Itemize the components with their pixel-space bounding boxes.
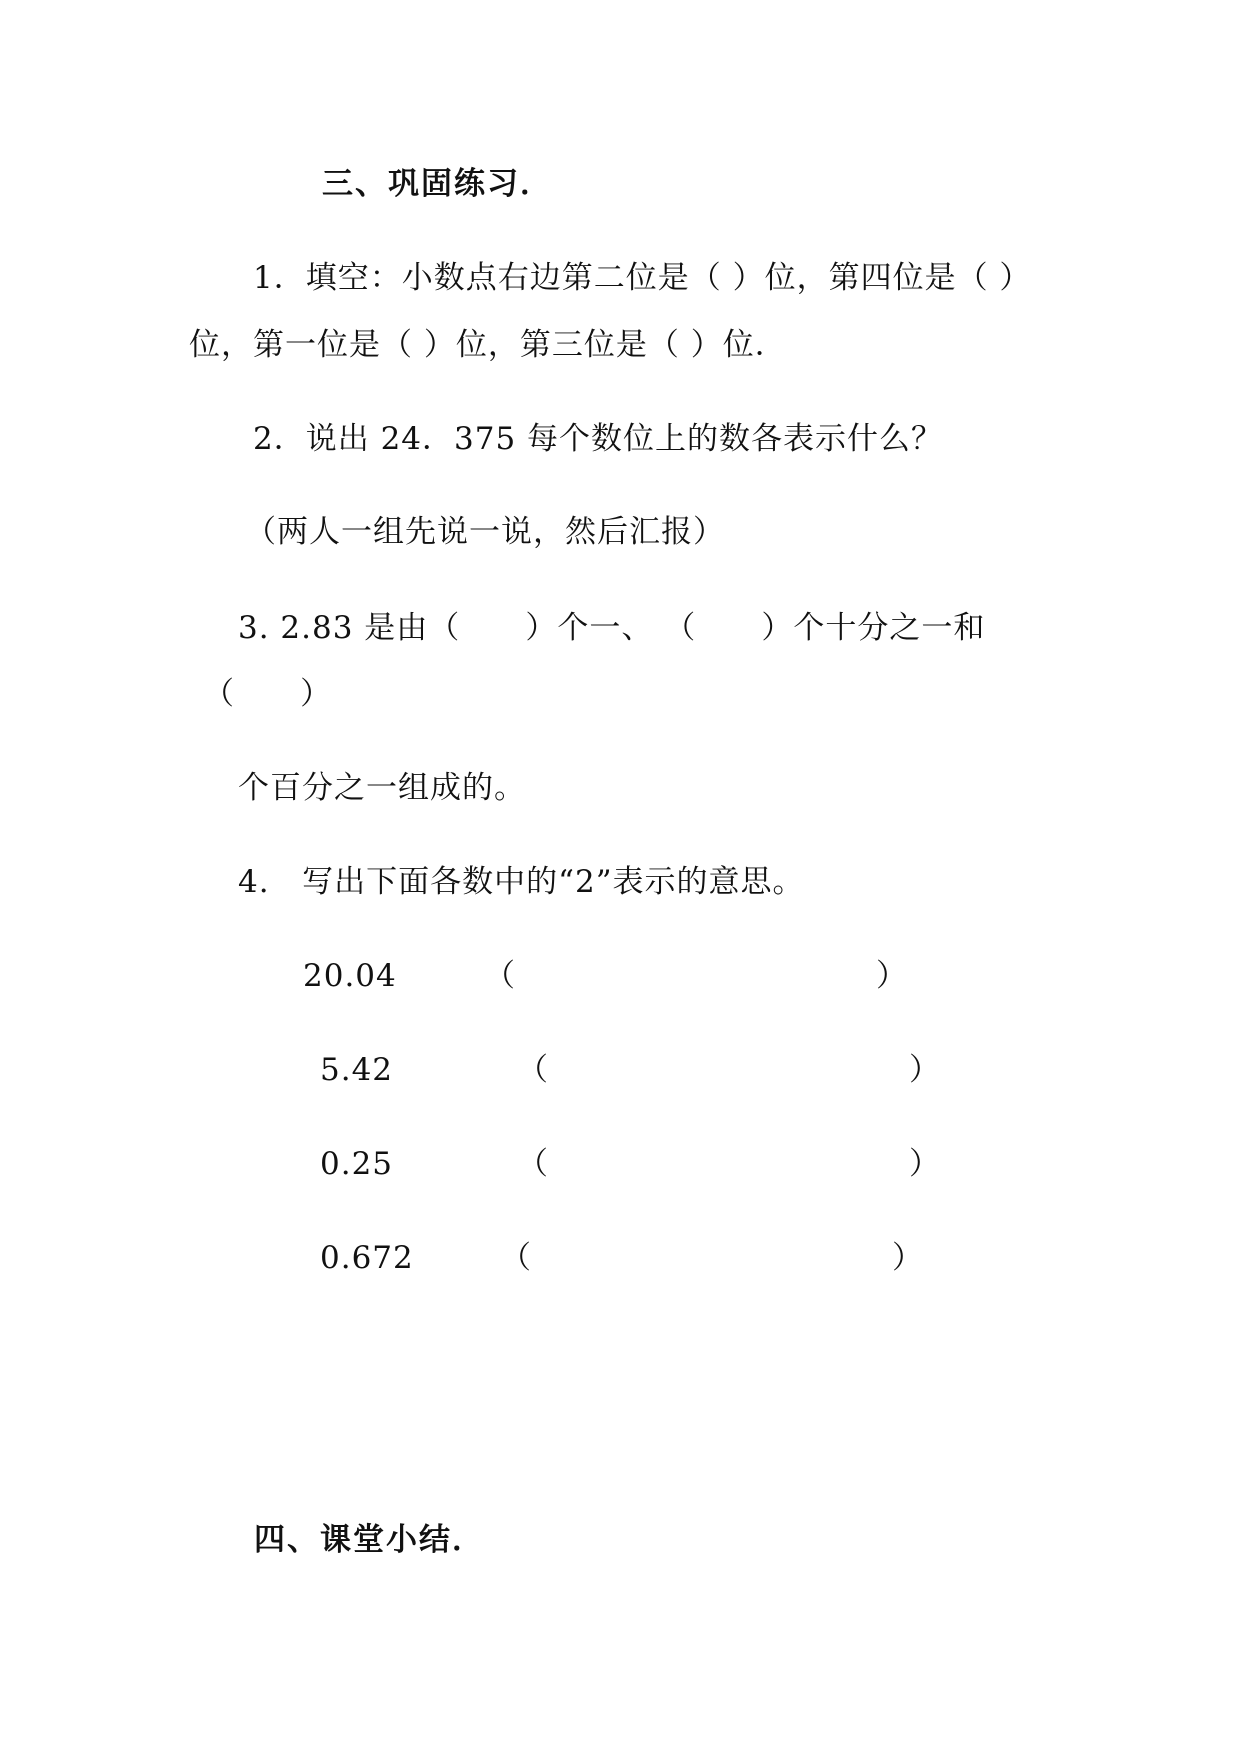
question-1-line-1: 1．填空：小数点右边第二位是（ ）位，第四位是（ ） <box>253 260 1032 296</box>
question-2-note: （两人一组先说一说，然后汇报） <box>245 514 725 550</box>
item-number: 0.25 <box>320 1146 394 1182</box>
item-open-paren: （ <box>517 1052 548 1088</box>
item-close-paren: ） <box>909 1052 940 1088</box>
question-3-line-2: （ ） <box>203 676 333 712</box>
question-4-prompt: 4. 写出下面各数中的“2”表示的意思。 <box>238 864 805 900</box>
item-number: 5.42 <box>320 1052 394 1088</box>
item-open-paren: （ <box>484 958 515 994</box>
section-3-heading: 三、巩固练习． <box>322 166 553 202</box>
item-close-paren: ） <box>876 958 907 994</box>
item-open-paren: （ <box>500 1240 531 1276</box>
question-2-text: 2．说出 24．375 每个数位上的数各表示什么？ <box>253 421 944 457</box>
item-number: 20.04 <box>303 958 397 994</box>
question-1-line-2: 位，第一位是（ ）位，第三位是（ ）位． <box>189 327 787 363</box>
item-close-paren: ） <box>892 1240 923 1276</box>
section-4-heading: 四、课堂小结． <box>254 1522 485 1558</box>
item-open-paren: （ <box>517 1146 548 1182</box>
item-close-paren: ） <box>909 1146 940 1182</box>
question-3-line-1: 3. 2.83 是由（ ）个一、 （ ）个十分之一和 <box>238 610 986 646</box>
item-number: 0.672 <box>320 1240 414 1276</box>
question-3-line-3: 个百分之一组成的。 <box>238 770 526 806</box>
